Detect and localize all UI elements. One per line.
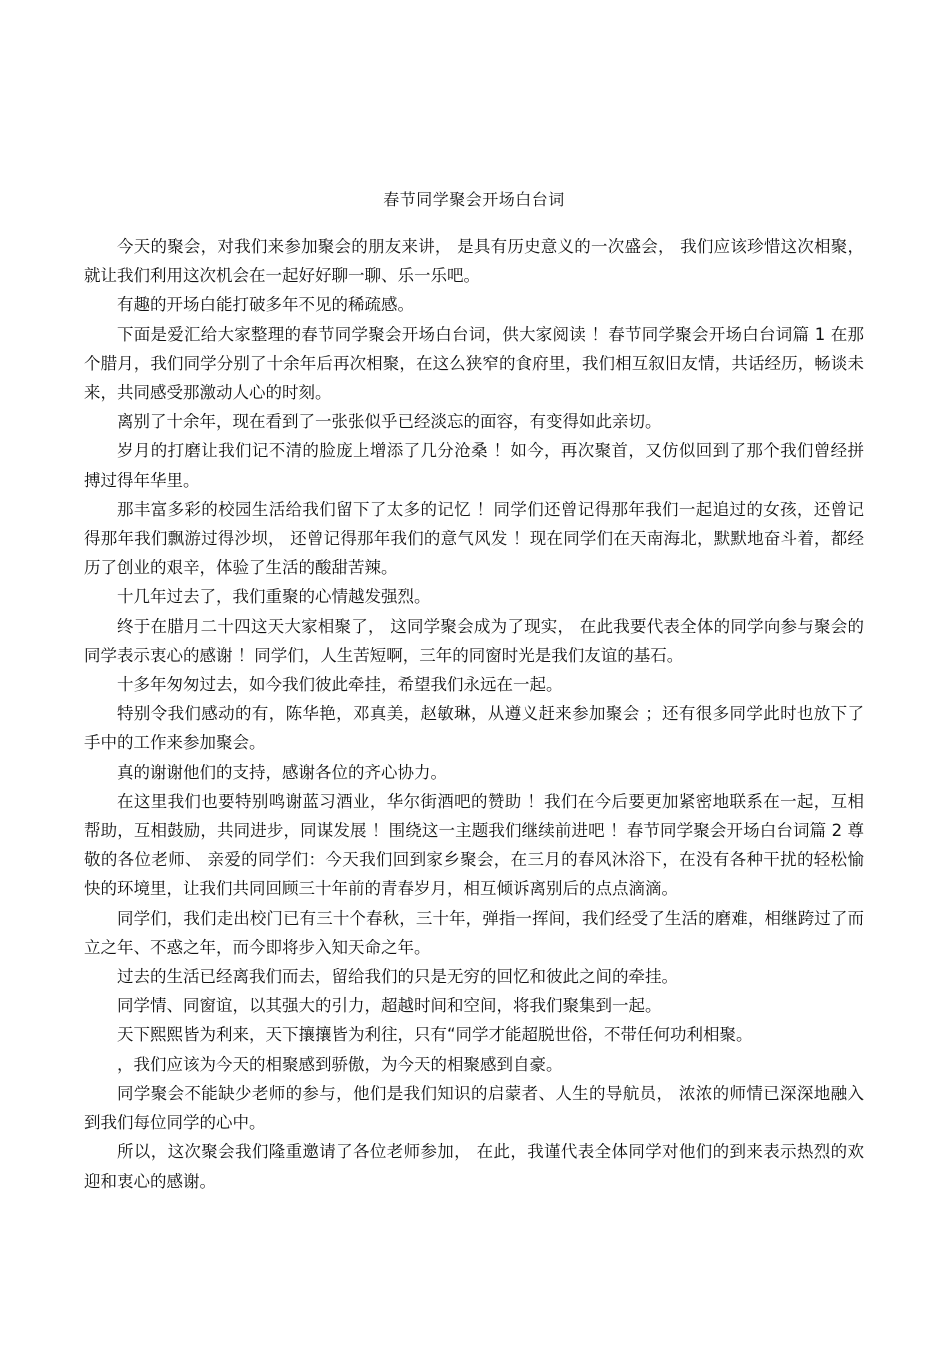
paragraph: 同学情、同窗谊，以其强大的引力，超越时间和空间，将我们聚集到一起。 <box>117 996 662 1016</box>
paragraph: 同学聚会不能缺少老师的参与，他们是我们知识的启蒙者、人生的导航员， 浓浓的师情已深深地融入到我们每位同学的心中。 <box>84 1083 864 1133</box>
paragraph: 在这里我们也要特别鸣谢蓝习酒业，华尔街酒吧的赞助 ！我们在今后要更加紧密地联系在一起，互相帮助，互相鼓励，共同进步，同谋发展 ！围绕这一主题我们继续前进吧 ！春节同学聚会开场白台词篇 2 尊敬的各位老师、 亲爱的同学们：今天我们回到家乡聚会，在三月的春风沐浴下，在没有各种干扰的轻松愉快的环境里，让我们共同回顾三十年前的青春岁月，相互倾诉离别后的点点滴滴。 <box>84 791 864 899</box>
document-title: 春节同学聚会开场白台词 <box>383 190 565 209</box>
paragraph: 终于在腊月二十四这天大家相聚了， 这同学聚会成为了现实， 在此我要代表全体的同学向参与聚会的同学表示衷心的感谢 ！同学们，人生苦短啊，三年的同窗时光是我们友谊的基石。 <box>84 616 864 665</box>
paragraph: 真的谢谢他们的支持，感谢各位的齐心协力。 <box>117 762 447 782</box>
document-page <box>84 188 864 1196</box>
paragraph: 十多年匆匆过去，如今我们彼此牵挂，希望我们永远在一起。 <box>117 675 563 695</box>
paragraph: 那丰富多彩的校园生活给我们留下了太多的记忆 ！同学们还曾记得那年我们一起追过的女孩，还曾记得那年我们飘游过得沙坝， 还曾记得那年我们的意气风发 ！现在同学们在天南海北，默默地奋斗着，都经历了创业的艰辛，体验了生活的酸甜苦辣。 <box>84 499 864 578</box>
paragraph: 岁月的打磨让我们记不清的脸庞上增添了几分沧桑 ！如今，再次聚首，又仿似回到了那个我们曾经拼搏过得年华里。 <box>84 441 864 490</box>
paragraph: 离别了十余年，现在看到了一张张似乎已经淡忘的面容，有变得如此亲切。 <box>117 412 662 432</box>
paragraph: 所以，这次聚会我们隆重邀请了各位老师参加， 在此，我谨代表全体同学对他们的到来表示热烈的欢迎和衷心的感谢。 <box>84 1142 864 1191</box>
paragraph: 同学们，我们走出校门已有三十个春秋，三十年，弹指一挥间，我们经受了生活的磨难，相继跨过了而立之年、不惑之年，而今即将步入知天命之年。 <box>84 908 864 957</box>
paragraph: 下面是爱汇给大家整理的春节同学聚会开场白台词，供大家阅读 ！春节同学聚会开场白台词篇 1 在那个腊月，我们同学分别了十余年后再次相聚，在这么狭窄的食府里，我们相互叙旧友情，共话经历，畅谈未来，共同感受那激动人心的时刻。 <box>84 324 864 403</box>
paragraph: 特别令我们感动的有，陈华艳，邓真美，赵敏琳，从遵义赶来参加聚会 ；还有很多同学此时也放下了手中的工作来参加聚会。 <box>84 704 864 753</box>
paragraph: 十几年过去了，我们重聚的心情越发强烈。 <box>117 587 431 607</box>
document-body <box>84 232 864 1196</box>
paragraph: 有趣的开场白能打破多年不见的稀疏感。 <box>117 295 414 315</box>
paragraph: ，我们应该为今天的相聚感到骄傲，为今天的相聚感到自豪。 <box>117 1054 563 1074</box>
paragraph: 天下熙熙皆为利来，天下攘攘皆为利往，只有“同学才能超脱世俗，不带任何功利相聚。 <box>117 1025 753 1045</box>
paragraph: 过去的生活已经离我们而去，留给我们的只是无穷的回忆和彼此之间的牵挂。 <box>117 967 678 987</box>
paragraph: 今天的聚会，对我们来参加聚会的朋友来讲， 是具有历史意义的一次盛会， 我们应该珍惜这次相聚，就让我们利用这次机会在一起好好聊一聊、乐一乐吧。 <box>84 237 864 286</box>
